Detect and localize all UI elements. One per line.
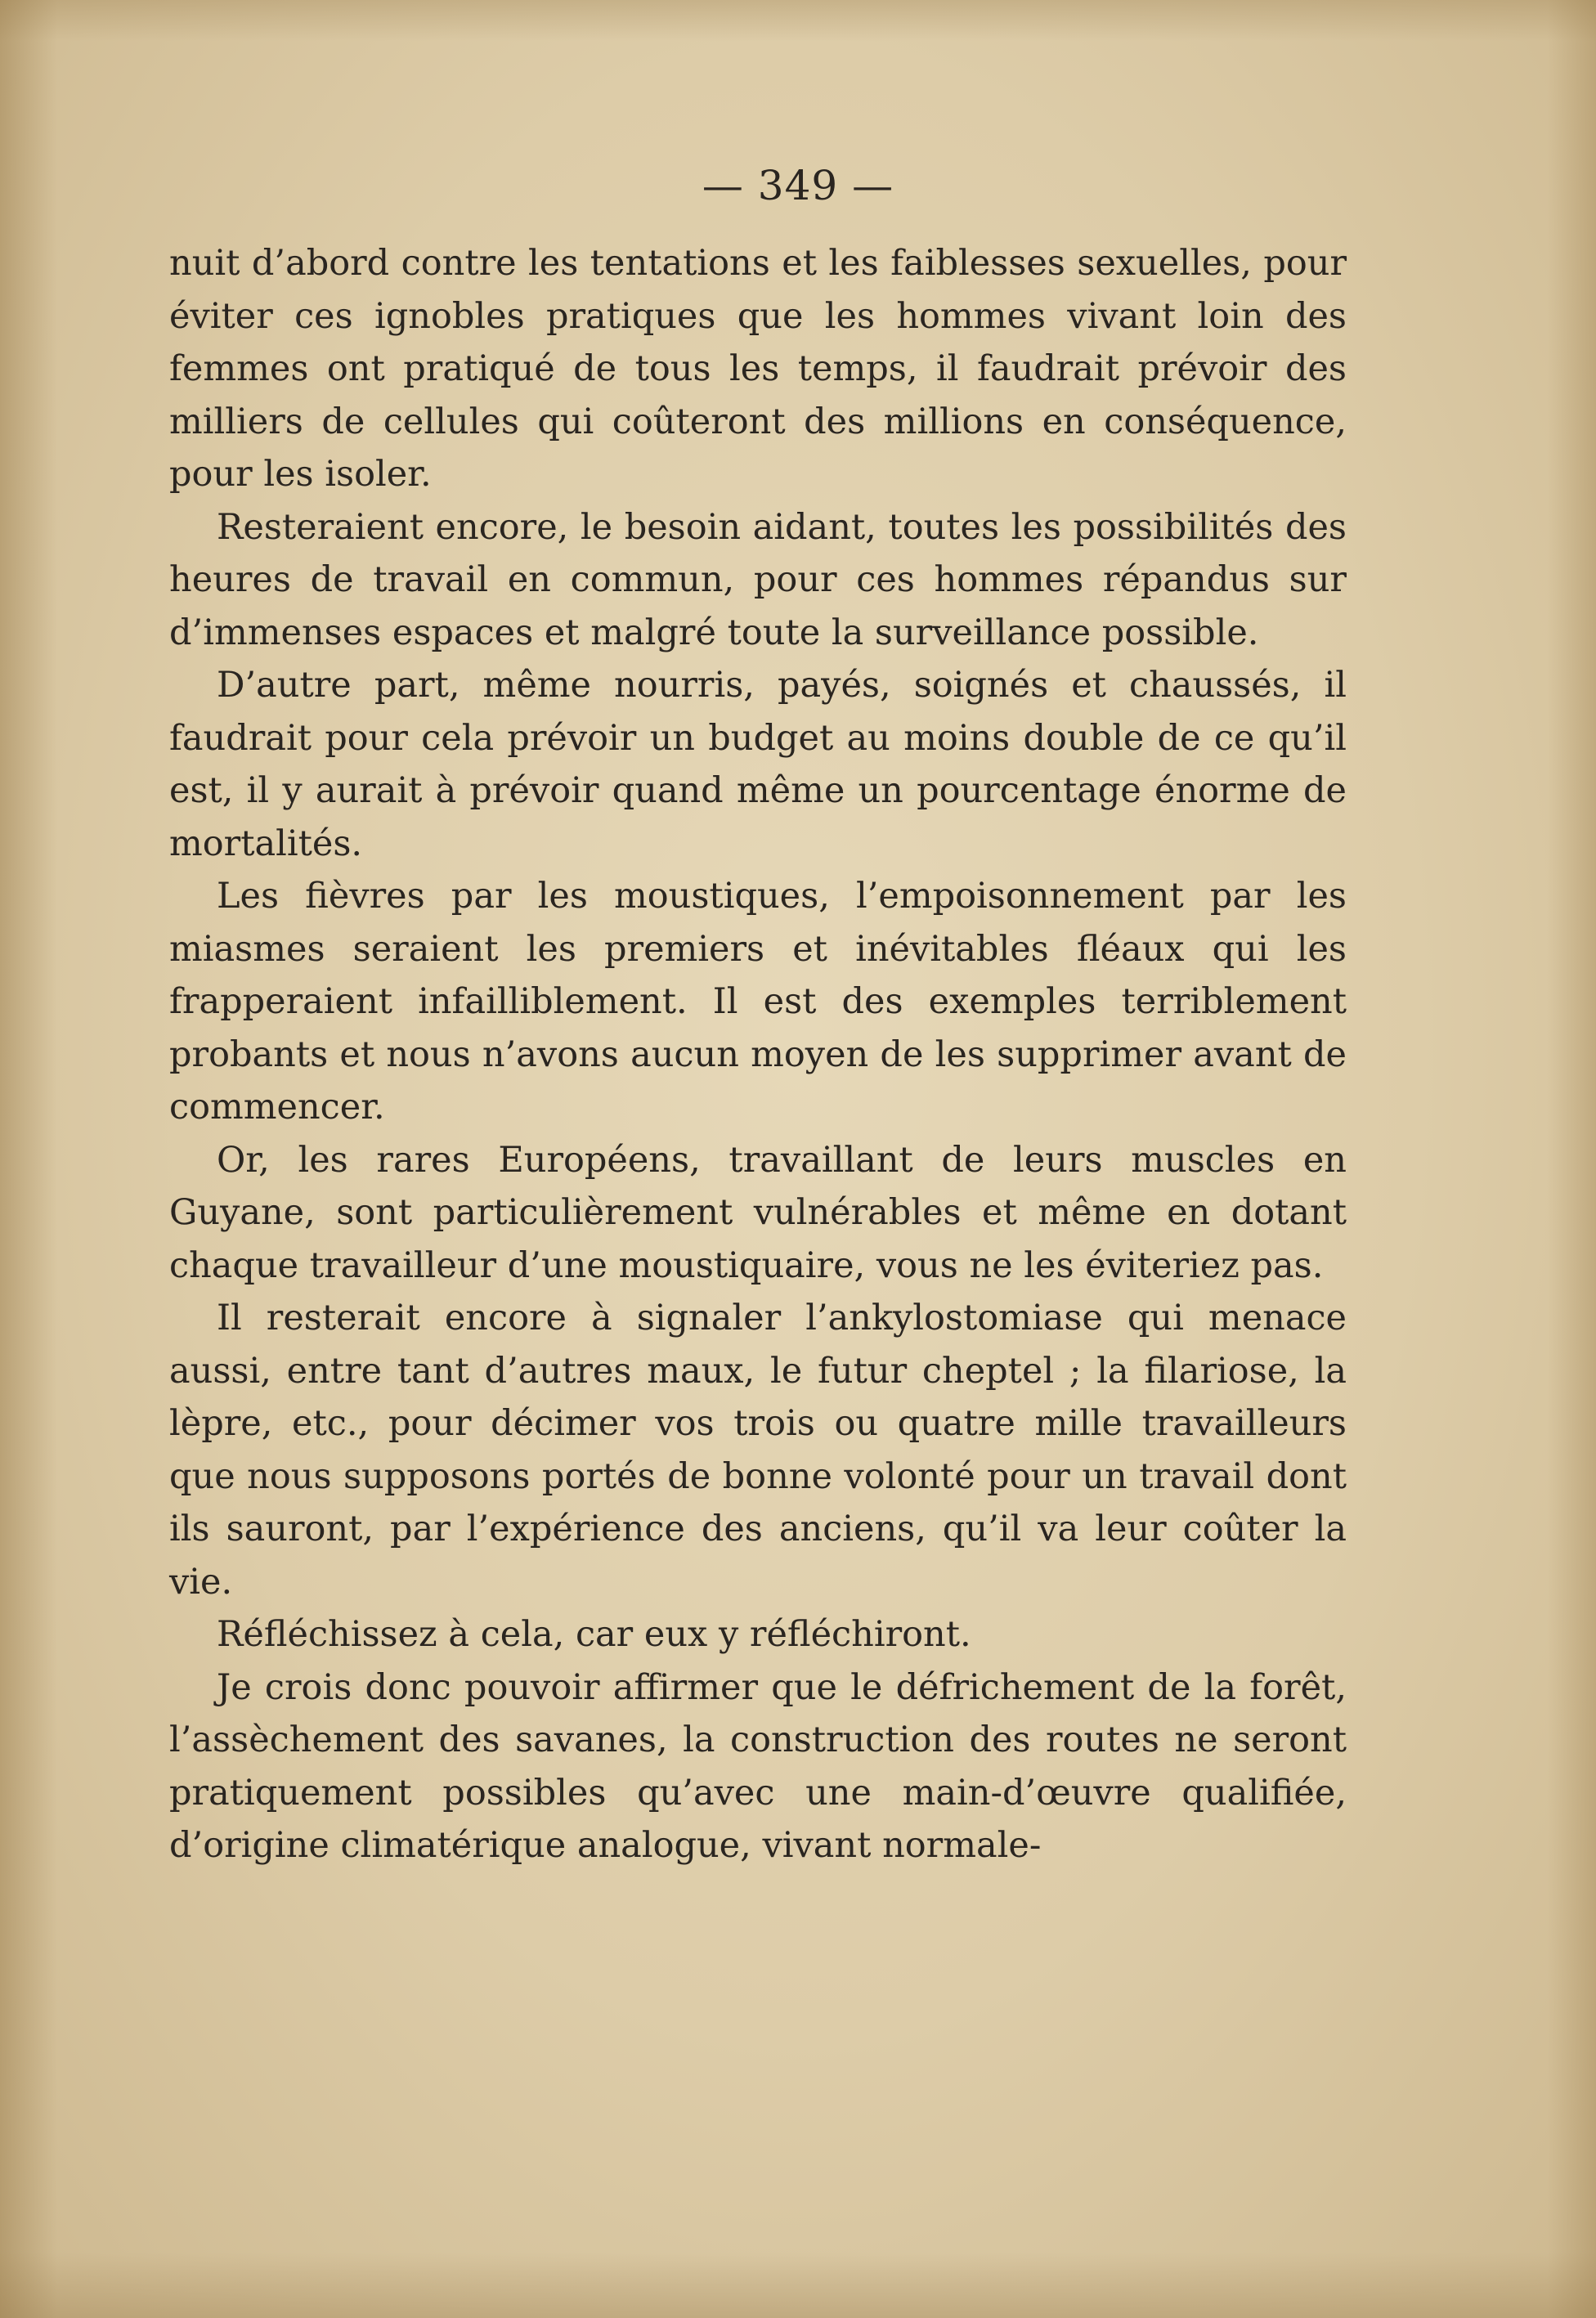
paragraph: Je crois donc pouvoir affirmer que le défrichement de la forêt, l’assèchement des savanes, la construction des routes ne seront pratiquement possibles qu’avec une main-d’œuvre qualifiée, d’origine climatérique analogue, vivant normale- [169, 1666, 1347, 1866]
page-number: — 349 — [702, 162, 894, 209]
paragraph: nuit d’abord contre les tentations et les faiblesses sexuelles, pour éviter ces ignobles pratiques que les hommes vivant loin des femmes ont pratiqué de tous les temps, il faudrait prévoir des milliers de cellules qui coûteront des millions en conséquence, pour les isoler. [169, 243, 1347, 495]
paragraph: Il resterait encore à signaler l’ankylostomiase qui menace aussi, entre tant d’autres maux, le futur cheptel ; la filariose, la lèpre, etc., pour décimer vos trois ou quatre mille travailleurs que nous supposons portés de bonne volonté pour un travail dont ils sauront, par l’expérience des anciens, qu’il va leur coûter la vie. [169, 1298, 1347, 1603]
page-edge-shadow-left [0, 0, 57, 2318]
page-edge-shadow-top [0, 0, 1596, 41]
paragraph: Réfléchissez à cela, car eux y réfléchiront. [217, 1614, 971, 1655]
page-edge-shadow-right [1547, 0, 1596, 2318]
paragraph: Les fièvres par les moustiques, l’empoisonnement par les miasmes seraient les premiers et inévitables fléaux qui les frapperaient infailliblement. Il est des exemples terriblement probants et nous n’avons aucun moyen de les supprimer avant de commencer. [169, 876, 1347, 1128]
body-text [169, 237, 1347, 1872]
paragraph: D’autre part, même nourris, payés, soignés et chaussés, il faudrait pour cela prévoir un budget au moins double de ce qu’il est, il y aurait à prévoir quand même un pourcentage énorme de mortalités. [169, 665, 1347, 864]
paragraph: Resteraient encore, le besoin aidant, toutes les possibilités des heures de travail en commun, pour ces hommes répandus sur d’immenses espaces et malgré toute la surveillance possible. [169, 506, 1347, 653]
page-edge-shadow-bottom [0, 2253, 1596, 2318]
paragraph: Or, les rares Européens, travaillant de leurs muscles en Guyane, sont particulièrement vulnérables et même en dotant chaque travailleur d’une moustiquaire, vous ne les éviteriez pas. [169, 1139, 1347, 1286]
